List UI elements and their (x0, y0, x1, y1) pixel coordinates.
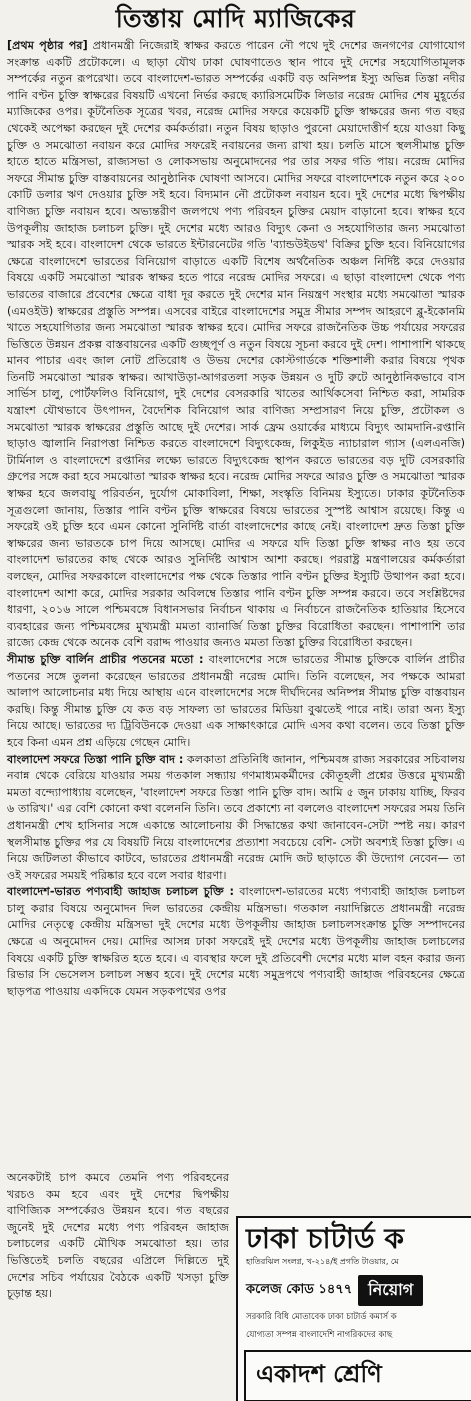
section-cargo-ship (7, 884, 465, 1000)
recruitment-badge: নিয়োগ (358, 1275, 423, 1306)
section-subhead: বাংলাদেশ-ভারত পণ্যবাহী জাহাজ চলাচল চুক্তি : (7, 885, 234, 899)
article-tail: অনেকটাই চাপ কমবে তেমনি পণ্য পরিবহনের খরচও কম হবে এবং দুই দেশের দ্বিপক্ষীয় বাণিজ্যিক সম্পর্কেরও উন্নয়ন হবে। গত বছরের জুনেই দুই দেশের মধ্যে পণ্য পরিবহন জাহাজ চলাচলের একটি মৌখিক সমঝোতা হয়। তার ভিত্তিতেই চলতি বছরের এপ্রিলে দিল্লিতে দুই দেশের সচিব পর্যায়ের বৈঠকে একটি খসড়া চুক্তি চূড়ান্ত হয়। (7, 1171, 229, 1301)
college-advertisement (236, 1216, 471, 1401)
ad-code-row (238, 1269, 471, 1306)
section-subhead: বাংলাদেশ সফরে তিস্তা পানি চুক্তি বাদ : (7, 752, 184, 766)
headline: তিস্তায় মোদি ম্যাজিকের (115, 4, 356, 33)
section-text: বাংলাদেশের সঙ্গে ভারতের সীমান্ত চুক্তিকে বার্লিন প্রাচীর পতনের সঙ্গে তুলনা করেছেন ভারতের প্রধানমন্ত্রী নরেন্দ্র মোদি। তিনি বলেছেন, সব পক্ষকে আমরা আলাপ আলোচনার মধ্য দিয়ে আস্থায় এনে বাংলাদেশের সঙ্গে দীর্ঘদিনের অনিষ্পন্ন সীমান্ত চুক্তি বাস্তবায়ন করছি। কিন্তু সীমান্ত চুক্তি যে কত বড় সাফল্য তা ভারতের মিডিয়া বুঝতেই পারে নাই। তারা অন্য ইস্যু নিয়ে আছে। ভারতের দ্য ট্রিবিউনকে দেওয়া এক সাক্ষাৎকারে মোদি এসব কথা বলেন। তবে তিস্তা চুক্তি হবে কিনা এমন প্রশ্ন এড়িয়ে গেছেন মোদি। (7, 652, 465, 749)
section-text: বাংলাদেশ-ভারতের মধ্যে পণ্যবাহী জাহাজ চলাচল চালু করার বিষয়ে অনুমোদন দিল ভারতের কেন্দ্রীয় মন্ত্রিসভা। গতকাল নয়াদিল্লিতে প্রধানমন্ত্রী নরেন্দ্র মোদির নেতৃত্বে কেন্দ্রীয় মন্ত্রিসভা দুই দেশের মধ্যে উপকূলীয় জাহাজ চলাচলসংক্রান্ত চুক্তি সম্পাদনের ক্ষেত্রে এ অনুমোদন দেয়। মোদির আসন্ন ঢাকা সফরেই দুই দেশের মধ্যে উপকূলীয় জাহাজ চলাচলের বিষয়ে একটি চুক্তি স্বাক্ষরিত হতে হবে। এ ব্যবস্থার ফলে দুই প্রতিবেশী দেশের মধ্যে মাল বহন করার জন্য রিভার সি ভেসেলস চলাচল সম্ভব হবে। দুই দেশের মধ্যে সমুদ্রপথে পণ্যবাহী জাহাজ পরিবহনের ক্ষেত্রে ছাড়পত্র পাওয়ায় একদিকে যেমন সড়কপথের ওপর (7, 885, 465, 998)
college-code: কলেজ কোড ১৪৭৭ (246, 1282, 353, 1297)
intro-text: প্রধানমন্ত্রী নিজেরাই স্বাক্ষর করতে পারেন নৌ পথে দুই দেশের জনগণের যোগাযোগ সংক্রান্ত একটি প্রটোকলে। এ ছাড়া যৌথ ঢাকা ঘোষণাতেও স্থান পাবে দুই দেশের সহযোগিতামূলক সম্পর্কের নতুন রূপরেখা। তবে বাংলাদেশ-ভারত সম্পর্কের একটি বড় অনিষ্পন্ন ইস্যু অভিন্ন তিস্তা নদীর পানি বণ্টন চুক্তি স্বাক্ষরের বিষয়টি এখনো নির্ভর করছে ক্যারিসমেটিক লিডার নরেন্দ্র মোদির শেষ মুহূর্তের ম্যাজিকের ওপর। কূটনৈতিক সূত্রের খবর, নরেন্দ্র মোদির সফরে কয়েকটি চুক্তি স্বাক্ষরের জন্য গত বছর থেকেই অপেক্ষা করছেন দুই দেশের কর্মকর্তারা। নতুন বিষয় ছাড়াও পুরনো মেয়াদোত্তীর্ণ হয়ে যাওয়া কিছু চুক্তি ও সমঝোতা নবায়ন করে মোদির সফরেই নবায়নের জন্য রাখা হয়। চলতি মাসে স্থলসীমান্ত চুক্তি হাতে হাতে মন্ত্রিসভা, রাজ্যসভা ও লোকসভায় অনুমোদনের পর তার সফর গতি পায়। নরেন্দ্র মোদির সফরে সীমান্ত চুক্তি বাস্তবায়নের আনুষ্ঠানিক ঘোষণা আসবে। মোদির সফরে বাংলাদেশকে নতুন করে ২০০ কোটি ডলার ঋণ দেওয়ার চুক্তি সই হবে। বিদ্যমান নৌ প্রটোকল নবায়ন হবে। দুই দেশের মধ্যে দ্বিপক্ষীয় বাণিজ্য চুক্তি নবায়ন হবে। অভ্যন্তরীণ জলপথে পণ্য পরিবহন চুক্তির মেয়াদ বাড়ানো হবে। স্বাক্ষর হবে উপকূলীয় জাহাজ চলাচল চুক্তি। দুই দেশের মধ্যে আরও বিদ্যুৎ কেনা ও সহযোগিতার জন্য সমঝোতা স্মারক সই হবে। বাংলাদেশ থেকে ভারতে ইন্টারনেটের গতি 'ব্যান্ডউইডথ' বিক্রির চুক্তি হবে। বিনিয়োগের ক্ষেত্রে বাংলাদেশে ভারতের বিনিয়োগ বাড়াতে একটি বিশেষ অর্থনৈতিক অঞ্চল নির্দিষ্ট করে দেওয়ার বিষয়ে একটি সমঝোতা স্মারক স্বাক্ষর হতে পারে নরেন্দ্র মোদির সফরে। এ ছাড়া বাংলাদেশ থেকে পণ্য ভারতের বাজারে প্রবেশের ক্ষেত্রে বাধা দূর করতে দুই দেশের মান নিয়ন্ত্রণ সংস্থার মধ্যে সমঝোতা স্মারক (এমওইউ) স্বাক্ষরের প্রস্তুতি সম্পন্ন। এসবের বাইরে বাংলাদেশের সমুদ্র সীমার সম্পদ আহরণে ব্লু-ইকোনমি খাতে সহযোগিতার জন্য সমঝোতা স্মারক স্বাক্ষর হবে। মোদির সফরে রাজনৈতিক উচ্চ পর্যায়ের সফরের ভিত্তিতে উন্নয়ন প্রকল্প বাস্তবায়নের একটি গুচ্ছপূর্ণ ও নতুন বিষয়ে সূচনা করবে দুই দেশ। পাশাপাশি থাকছে মানব পাচার এবং জাল নোট প্রতিরোধ ও উভয় দেশের কোস্টগার্ডকে শক্তিশালী করার বিষয়ে পৃথক তিনটি সমঝোতা স্মারক স্বাক্ষর। আখাউড়া-আগরতলা সড়ক উন্নয়ন ও দুটি রুটে আনুষ্ঠানিকভাবে বাস সার্ভিস চালু, পোর্টফলিও বিনিয়োগ, দুই দেশের বেসরকারি খাতের আর্থিকসেবা নিশ্চিত করা, সামরিক যন্ত্রাংশ যৌথভাবে উৎপাদন, বৈদেশিক বিনিয়োগ আর বাণিজ্য সম্প্রসারণ নিয়ে চুক্তি, প্রটোকল ও সমঝোতা স্মারক স্বাক্ষরের প্রস্তুতি আছে দুই দেশের। সার্ক ফ্রেম ওয়ার্কের মাধ্যমে বিদ্যুৎ আমদানি-রপ্তানি ছাড়াও জ্বালানি নিরাপত্তা নিশ্চিত করতে বাংলাদেশে বিদ্যুৎকেন্দ্র, লিকুইড ন্যাচারাল গ্যাস (এলএনজি) টার্মিনাল ও বাংলাদেশে রপ্তানির লক্ষ্যে ভারতে বিদ্যুৎকেন্দ্র স্থাপন করতে ভারতের বড় দুটি বেসরকারি গ্রুপের সঙ্গে করা হবে সমঝোতা স্মারক স্বাক্ষর হবে। নরেন্দ্র মোদির সফরে আরও চুক্তি ও সমঝোতা স্মারক স্বাক্ষর হবে জলবায়ু পরিবর্তন, দুর্যোগ মোকাবিলা, শিক্ষা, সংস্কৃতি বিনিময় ইস্যুতে। ঢাকার কূটনৈতিক সূত্রগুলো জানায়, তিস্তার পানি বণ্টন চুক্তি স্বাক্ষরের বিষয়ে ভারতের সুস্পষ্ট আশ্বাস রয়েছে। কিন্তু এ সফরেই ওই চুক্তি হবে এমন কোনো সুনির্দিষ্ট বার্তা বাংলাদেশের কাছে নেই। বাংলাদেশ দ্রুত তিস্তা চুক্তি স্বাক্ষরের জন্য ভারতকে চাপ দিয়ে আসছে। মোদির এ সফরে যদি তিস্তা চুক্তি স্বাক্ষর নাও হয় তবে বাংলাদেশ ভারতের কাছ থেকে আরও সুনির্দিষ্ট আশ্বাস আশা করছে। পররাষ্ট্র মন্ত্রণালয়ের কর্মকর্তারা বলছেন, মোদির সফরকালে বাংলাদেশের পক্ষ থেকে তিস্তার পানি বণ্টন চুক্তির ইস্যুটি উত্থাপন করা হবে। বাংলাদেশ আশা করে, মোদির সরকার অবিলম্বে তিস্তার পানি বণ্টন চুক্তি সম্পন্ন করবে। তবে সংশ্লিষ্টদের ধারণা, ২০১৬ সালে পশ্চিমবঙ্গে বিধানসভার নির্বাচন থাকায় এ নির্বাচনে রাজনৈতিক হাতিয়ার হিসেবে ব্যবহারের জন্য পশ্চিমবঙ্গের মুখ্যমন্ত্রী মমতা ব্যানার্জি তিস্তা চুক্তির বিরোধিতা করছেন। পাশাপাশি তার রাজ্যে কেন্দ্র থেকে অনেক বেশি বরাদ্দ পাওয়ার জন্যও মমতা তিস্তা চুক্তির বিরোধিতা করছেন। (7, 39, 465, 650)
section-teesta-dropped (7, 752, 465, 885)
ad-title: ঢাকা চাটার্ড ক (246, 1222, 404, 1255)
ad-address: হাতিরঝিল সংলগ্ন, খ-২১৪/ই প্রগতি টাওয়ার, মে (246, 1257, 399, 1266)
ad-line: যোগ্যতা সম্পন্ন বাংলাদেশি নাগরিকদের কাছ (246, 1330, 393, 1340)
intro-paragraph (7, 38, 465, 652)
article-body (7, 38, 465, 1000)
section-text: কলকাতা প্রতিনিধি জানান, পশ্চিমবঙ্গ রাজ্য সরকারের সচিবালয় নবান্ন থেকে বেরিয়ে যাওয়ার সময় গতকাল সন্ধ্যায় গণমাধ্যমকর্মীদের কৌতূহলী প্রশ্নের উত্তরে মুখ্যমন্ত্রী মমতা বন্দ্যোপাধ্যায় বলেছেন, 'বাংলাদেশ সফরে তিস্তা পানি চুক্তি বাদ। আমি ৫ জুন ঢাকায় যাচ্ছি, ফিরব ৬ তারিখ।' এর বেশি কোনো কথা বলেননি তিনি। তবে প্রকাশ্যে না বললেও বাংলাদেশ সফরের সময় তিনি প্রধানমন্ত্রী শেখ হাসিনার সঙ্গে একান্তে আলোচনায় কী সিদ্ধান্তের কথা জানাবেন-সেটা স্পষ্ট নয়। কারণ স্থলসীমান্ত চুক্তির পর যে বিষয়টি নিয়ে বাংলাদেশের প্রত্যাশা সবচেয়ে বেশি- সেটা অবশ্যই তিস্তা চুক্তি। এ নিয়ে জটিলতা কীভাবে কাটবে, ভারতের প্রধানমন্ত্রী নরেন্দ্র মোদি জট ছাড়াতে কী উদ্যোগ নেবেন— তা ওই সফরের সময়ই পরিষ্কার হবে বলে সবার ধারণা। (7, 752, 465, 882)
class-title: একাদশ শ্রেণি (244, 1350, 471, 1401)
continuation-tag: [প্রথম পৃষ্ঠার পর] (7, 39, 88, 52)
section-subhead: সীমান্ত চুক্তি বার্লিন প্রাচীর পতনের মতো : (7, 652, 204, 666)
section-border-agreement (7, 652, 465, 752)
ad-line: সরকারি বিধি মোতাবেক ঢাকা চাটার্ড কমার্স ক (246, 1312, 397, 1322)
